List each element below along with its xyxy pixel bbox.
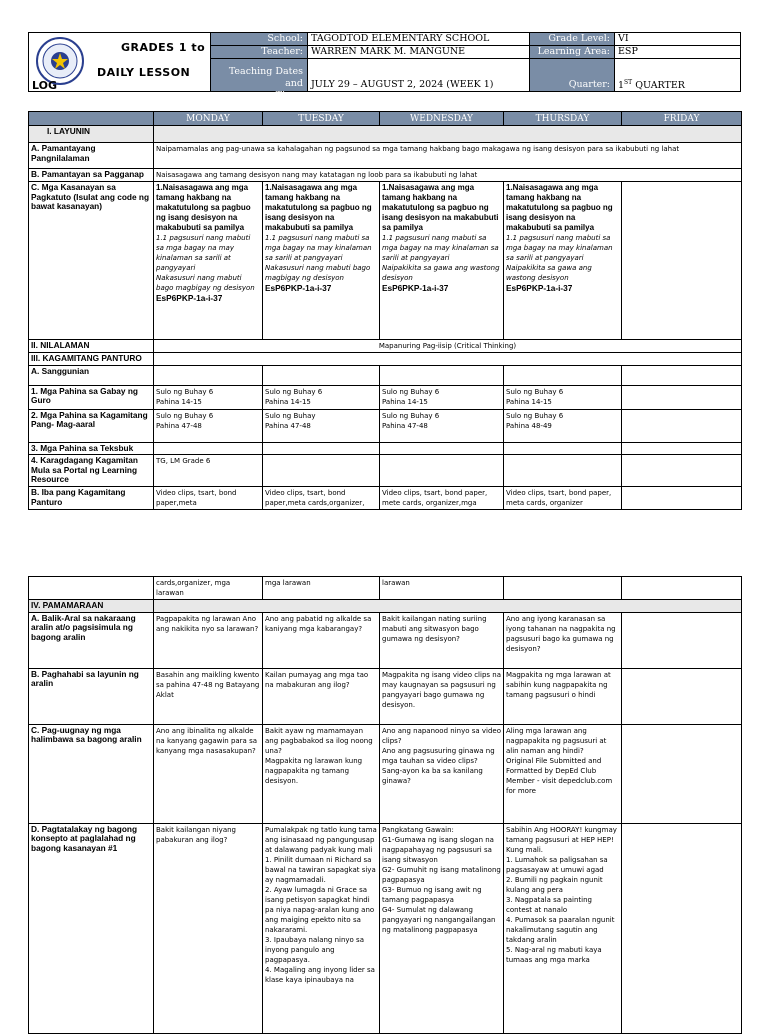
value-karagdagang: TG, LM Grade 6 — [154, 455, 263, 487]
day-wednesday: WEDNESDAY — [380, 112, 504, 126]
gabay-pages: Pahina 14-15 — [156, 397, 202, 406]
table-row — [29, 385, 742, 409]
balik-aral-monday: Pagpapakita ng larawan Ano ang nakikita nyo sa larawan? — [154, 612, 263, 668]
paghahabi-wednesday: Magpakita ng isang video clips na may kaugnayan sa pagsusuri ng pangyayari bago gumawa ng desisyon. — [380, 668, 504, 724]
kasanayan-tuesday — [263, 182, 380, 340]
gabay-book: Sulo ng Buhay 6 — [382, 387, 440, 396]
gabay-pages: Pahina 14-15 — [506, 397, 552, 406]
empty-cell — [504, 455, 622, 487]
kasanayan-heading: 1.Naisasagawa ang mga tamang hakbang na makatutulong sa pagbuo ng isang desisyon na makabubuti sa pamilya — [156, 183, 251, 232]
empty-cell — [622, 455, 742, 487]
kasanayan-code: EsP6PKP-1a-i-37 — [382, 283, 449, 293]
gabay-pages: Pahina 14-15 — [382, 397, 428, 406]
table-row — [29, 724, 742, 823]
mag-aaral-pages: Pahina 48-49 — [506, 421, 552, 430]
empty-cell — [29, 577, 154, 600]
gabay-wednesday — [380, 385, 504, 409]
dll-table-page2 — [28, 576, 742, 1034]
header-title-line1: GRADES 1 to — [121, 41, 206, 54]
day-thursday: THURSDAY — [504, 112, 622, 126]
iba-pang-wednesday: Video clips, tsart, bond paper, mete cards, organizer,mga — [380, 487, 504, 510]
iba-pang-monday: Video clips, tsart, bond paper,meta — [154, 487, 263, 510]
day-header-blank — [29, 112, 154, 126]
pag-uugnay-thursday: Aling mga larawan ang nagpapakita ng pagsusuri at alin naman ang hindi? Original File Submitted and Formatted by DepEd Club Member - visit depedclub.com for more — [504, 724, 622, 823]
pagtatalakay-tuesday: Pumalakpak ng tatlo kung tama ang isinasaad ng pangungusap at dalawang padyak kung mali 1. Pinilit dumaan ni Richard sa bawal na tawiran sapagkat siya ay nagmamadali. 2. Ayaw lumagda ni Grace sa isang petisyon sapagkat hindi pa niya napag-aralan kung ano ang maiging epekto nito sa nakararami. 3. Ipaubaya nalang ninyo sa inyong pangulo ang pagpapasya. 4. Magaling ang inyong lider sa klase kaya ipinaubaya na — [263, 823, 380, 1033]
mag-aaral-tuesday — [263, 409, 380, 442]
section-pamamaraan: IV. PAMAMARAAN — [29, 600, 154, 613]
mag-aaral-wednesday — [380, 409, 504, 442]
kasanayan-sub1: 1.1 pagsusuri nang mabuti sa mga bagay na may kinalaman sa sarili at pangyayari — [382, 234, 499, 262]
header-title-line2: DAILY LESSON — [97, 66, 191, 79]
balik-aral-wednesday: Bakit kailangan nating suriing mabuti ang sitwasyon bago gumawa ng desisyon? — [380, 612, 504, 668]
grade-label: Grade Level: — [529, 32, 615, 46]
quarter-suffix: ST — [624, 79, 633, 86]
area-label: Learning Area: — [529, 45, 615, 59]
iba-pang-cont-tuesday: mga larawan — [263, 577, 380, 600]
section-layunin: I. LAYUNIN — [29, 126, 154, 143]
dates-label-line2: Time: — [275, 90, 303, 101]
empty-cell — [380, 365, 504, 385]
mag-aaral-book: Sulo ng Buhay — [265, 411, 316, 420]
school-label: School: — [210, 32, 308, 46]
kasanayan-sub2: Naipakikita sa gawa ang wastong desisyon — [506, 264, 592, 282]
kasanayan-sub1: 1.1 pagsusuri nang mabuti sa mga bagay na may kinalaman sa sarili at pangyayari — [156, 234, 251, 272]
pag-uugnay-tuesday: Bakit ayaw ng mamamayan ang pagbabakod sa ilog noong una? Magpakita ng larawan kung nagpapakita ng tamang desisyon. — [263, 724, 380, 823]
balik-aral-tuesday: Ano ang pabatid ng alkalde sa kaniyang mga kabarangay? — [263, 612, 380, 668]
kasanayan-sub2: Nakasusuri nang mabuti bago magbigay ng desisyon — [265, 264, 371, 282]
label-karagdagang: 4. Karagdagang Kagamitan Mula sa Portal ng Learning Resource — [29, 455, 154, 487]
label-balik-aral: A. Balik-Aral sa nakaraang aralin at/o pagsisimula ng bagong aralin — [29, 612, 154, 668]
mag-aaral-book: Sulo ng Buhay 6 — [156, 411, 214, 420]
pagtatalakay-thursday: Sabihin Ang HOORAY! kungmay tamang pagsusuri at HEP HEP! Kung mali. 1. Lumahok sa paligsahan sa pagsasayaw at umuwi agad 2. Bumili ng pagkain ngunit kulang ang pera 3. Nagpatala sa painting contest at nanalo 4. Pumasok sa paaralan ngunit nakalimutang sagutin ang takdang aralin 5. Nag-aral ng mabuti kaya tumaas ang mga marka — [504, 823, 622, 1033]
section-sanggunian: A. Sanggunian — [29, 365, 154, 385]
kasanayan-friday — [622, 182, 742, 340]
iba-pang-thursday: Video clips, tsart, bond paper, meta cards, organizer — [504, 487, 622, 510]
quarter-value — [614, 58, 741, 92]
pag-uugnay-monday: Ano ang ibinalita ng alkalde na kanyang gagawin para sa kanyang mga nasasakupan? — [154, 724, 263, 823]
kasanayan-heading: 1.Naisasagawa ang mga tamang hakbang na makatutulong sa pagbuo ng isang desisyon na makabubuti sa pamilya — [265, 183, 372, 232]
section-pamamaraan-fill — [154, 600, 742, 613]
table-row — [29, 487, 742, 510]
paghahabi-friday — [622, 668, 742, 724]
day-monday: MONDAY — [154, 112, 263, 126]
empty-cell — [263, 455, 380, 487]
label-paghahabi: B. Paghahabi sa layunin ng aralin — [29, 668, 154, 724]
table-row — [29, 612, 742, 668]
mag-aaral-pages: Pahina 47-48 — [382, 421, 428, 430]
paghahabi-tuesday: Kailan pumayag ang mga tao na mabakuran ang ilog? — [263, 668, 380, 724]
kasanayan-code: EsP6PKP-1a-i-37 — [506, 283, 573, 293]
table-row — [29, 182, 742, 340]
value-pamantayang-nilalaman: Naipamamalas ang pag-unawa sa kahalagahan ng pagsunod sa mga tamang hakbang bago makagawa ng isang desisyon para sa ikabubuti ng lahat — [154, 143, 742, 169]
pag-uugnay-friday — [622, 724, 742, 823]
balik-aral-friday — [622, 612, 742, 668]
pag-uugnay-wednesday: Ano ang napanood ninyo sa video clips? Ano ang pagsusuring ginawa ng mga tauhan sa video clips? Sang-ayon ka ba sa kanilang ginawa? — [380, 724, 504, 823]
empty-cell — [622, 577, 742, 600]
pagtatalakay-friday — [622, 823, 742, 1033]
table-row — [29, 577, 742, 600]
empty-cell — [504, 442, 622, 455]
table-row — [29, 143, 742, 169]
table-row — [29, 455, 742, 487]
day-header-row — [29, 112, 742, 126]
grade-value: VI — [614, 32, 741, 46]
iba-pang-cont-thursday — [504, 577, 622, 600]
empty-cell — [380, 455, 504, 487]
kasanayan-wednesday — [380, 182, 504, 340]
kasanayan-thursday — [504, 182, 622, 340]
header-title-block — [29, 33, 213, 91]
table-row — [29, 600, 742, 613]
empty-cell — [154, 442, 263, 455]
mag-aaral-pages: Pahina 47-48 — [265, 421, 311, 430]
value-nilalaman: Mapanuring Pag-iisip (Critical Thinking) — [154, 340, 742, 353]
table-row — [29, 365, 742, 385]
gabay-book: Sulo ng Buhay 6 — [265, 387, 323, 396]
label-kagamitang-mag-aaral: 2. Mga Pahina sa Kagamitang Pang- Mag-aaral — [29, 409, 154, 442]
iba-pang-cont-monday: cards,organizer, mga larawan — [154, 577, 263, 600]
iba-pang-tuesday: Video clips, tsart, bond paper,meta cards,organizer, — [263, 487, 380, 510]
empty-cell — [380, 442, 504, 455]
label-kasanayan: C. Mga Kasanayan sa Pagkatuto (Isulat ang code ng bawat kasanayan) — [29, 182, 154, 340]
quarter-label: Quarter: — [529, 58, 615, 92]
label-teksbuk: 3. Mga Pahina sa Teksbuk — [29, 442, 154, 455]
section-row — [29, 126, 742, 143]
area-value: ESP — [614, 45, 741, 59]
balik-aral-thursday: Ano ang iyong karanasan sa iyong tahanan na nagpakita ng pagsusuri bago ka gumawa ng desisyon? — [504, 612, 622, 668]
kasanayan-sub2: Naipakikita sa gawa ang wastong desisyon — [382, 264, 500, 282]
gabay-tuesday — [263, 385, 380, 409]
iba-pang-friday — [622, 487, 742, 510]
pagtatalakay-monday: Bakit kailangan niyang pabakuran ang ilog? — [154, 823, 263, 1033]
gabay-book: Sulo ng Buhay 6 — [506, 387, 564, 396]
kasanayan-sub2: Nakasusuri nang mabuti bago magbigay ng desisyon — [156, 274, 255, 292]
value-pamantayan-pagganap: Naisasagawa ang tamang desisyon nang may katatagan ng loob para sa ikabubuti ng lahat — [154, 169, 742, 182]
kasanayan-sub1: 1.1 pagsusuri nang mabuti sa mga bagay na may kinalaman sa sarili at pangyayari — [265, 234, 372, 262]
dates-value: JULY 29 – AUGUST 2, 2024 (WEEK 1) — [307, 58, 530, 92]
section-layunin-fill — [154, 126, 742, 143]
empty-cell — [154, 365, 263, 385]
gabay-book: Sulo ng Buhay 6 — [156, 387, 214, 396]
mag-aaral-pages: Pahina 47-48 — [156, 421, 202, 430]
header-title-line3: LOG — [32, 79, 57, 92]
quarter-number: 1 — [618, 80, 625, 92]
section-kagamitan-fill — [154, 353, 742, 366]
empty-cell — [622, 442, 742, 455]
dll-table-page1 — [28, 111, 742, 510]
empty-cell — [622, 365, 742, 385]
dates-label-line1: Teaching Dates and — [228, 66, 303, 89]
pagtatalakay-wednesday: Pangkatang Gawain: G1-Gumawa ng isang slogan na nagpapahayag ng pagsusuri sa isang sitwasyon G2- Gumuhit ng isang matalinong pagpapasya G3- Bumuo ng isang awit ng tamang pagpapasya G4- Sumulat ng dalawang pangyayari ng nangangailangan ng matalinong pagpapasya — [380, 823, 504, 1033]
day-friday: FRIDAY — [622, 112, 742, 126]
school-value: TAGODTOD ELEMENTARY SCHOOL — [307, 32, 530, 46]
mag-aaral-thursday — [504, 409, 622, 442]
dates-label — [210, 58, 308, 101]
label-pamantayang-nilalaman: A. Pamantayang Pangnilalaman — [29, 143, 154, 169]
table-row — [29, 823, 742, 1033]
table-row — [29, 340, 742, 353]
teacher-value: WARREN MARK M. MANGUNE — [307, 45, 530, 59]
kasanayan-heading: 1.Naisasagawa ang mga tamang hakbang na makatutulong sa pagbuo ng isang desisyon na makabubuti sa pamilya — [506, 183, 613, 232]
gabay-friday — [622, 385, 742, 409]
label-pag-uugnay: C. Pag-uugnay ng mga halimbawa sa bagong aralin — [29, 724, 154, 823]
quarter-word: QUARTER — [632, 80, 685, 92]
section-nilalaman: II. NILALAMAN — [29, 340, 154, 353]
kasanayan-sub1: 1.1 pagsusuri nang mabuti sa mga bagay na may kinalaman sa sarili at pangyayari — [506, 234, 613, 262]
day-tuesday: TUESDAY — [263, 112, 380, 126]
empty-cell — [263, 365, 380, 385]
table-row — [29, 409, 742, 442]
table-row — [29, 353, 742, 366]
table-row — [29, 169, 742, 182]
empty-cell — [263, 442, 380, 455]
table-row — [29, 442, 742, 455]
label-gabay: 1. Mga Pahina sa Gabay ng Guro — [29, 385, 154, 409]
mag-aaral-monday — [154, 409, 263, 442]
gabay-pages: Pahina 14-15 — [265, 397, 311, 406]
kasanayan-code: EsP6PKP-1a-i-37 — [265, 283, 332, 293]
mag-aaral-book: Sulo ng Buhay 6 — [506, 411, 564, 420]
kasanayan-heading: 1.Naisasagawa ang mga tamang hakbang na makatutulong sa pagbuo ng isang desisyon na makabubuti sa pamilya — [382, 183, 499, 232]
teacher-label: Teacher: — [210, 45, 308, 59]
kasanayan-monday — [154, 182, 263, 340]
label-pagtatalakay: D. Pagtatalakay ng bagong konsepto at paglalahad ng bagong kasanayan #1 — [29, 823, 154, 1033]
mag-aaral-book: Sulo ng Buhay 6 — [382, 411, 440, 420]
label-pamantayan-pagganap: B. Pamantayan sa Pagganap — [29, 169, 154, 182]
paghahabi-monday: Basahin ang maikling kwento sa pahina 47-48 ng Batayang Aklat — [154, 668, 263, 724]
table-row — [29, 668, 742, 724]
gabay-thursday — [504, 385, 622, 409]
paghahabi-thursday: Magpakita ng mga larawan at sabihin kung nagpapakita ng tamang pagsusuri o hindi — [504, 668, 622, 724]
empty-cell — [504, 365, 622, 385]
mag-aaral-friday — [622, 409, 742, 442]
section-kagamitan: III. KAGAMITANG PANTURO — [29, 353, 154, 366]
iba-pang-cont-wednesday: larawan — [380, 577, 504, 600]
gabay-monday — [154, 385, 263, 409]
label-iba-pang: B. Iba pang Kagamitang Panturo — [29, 487, 154, 510]
kasanayan-code: EsP6PKP-1a-i-37 — [156, 293, 223, 303]
